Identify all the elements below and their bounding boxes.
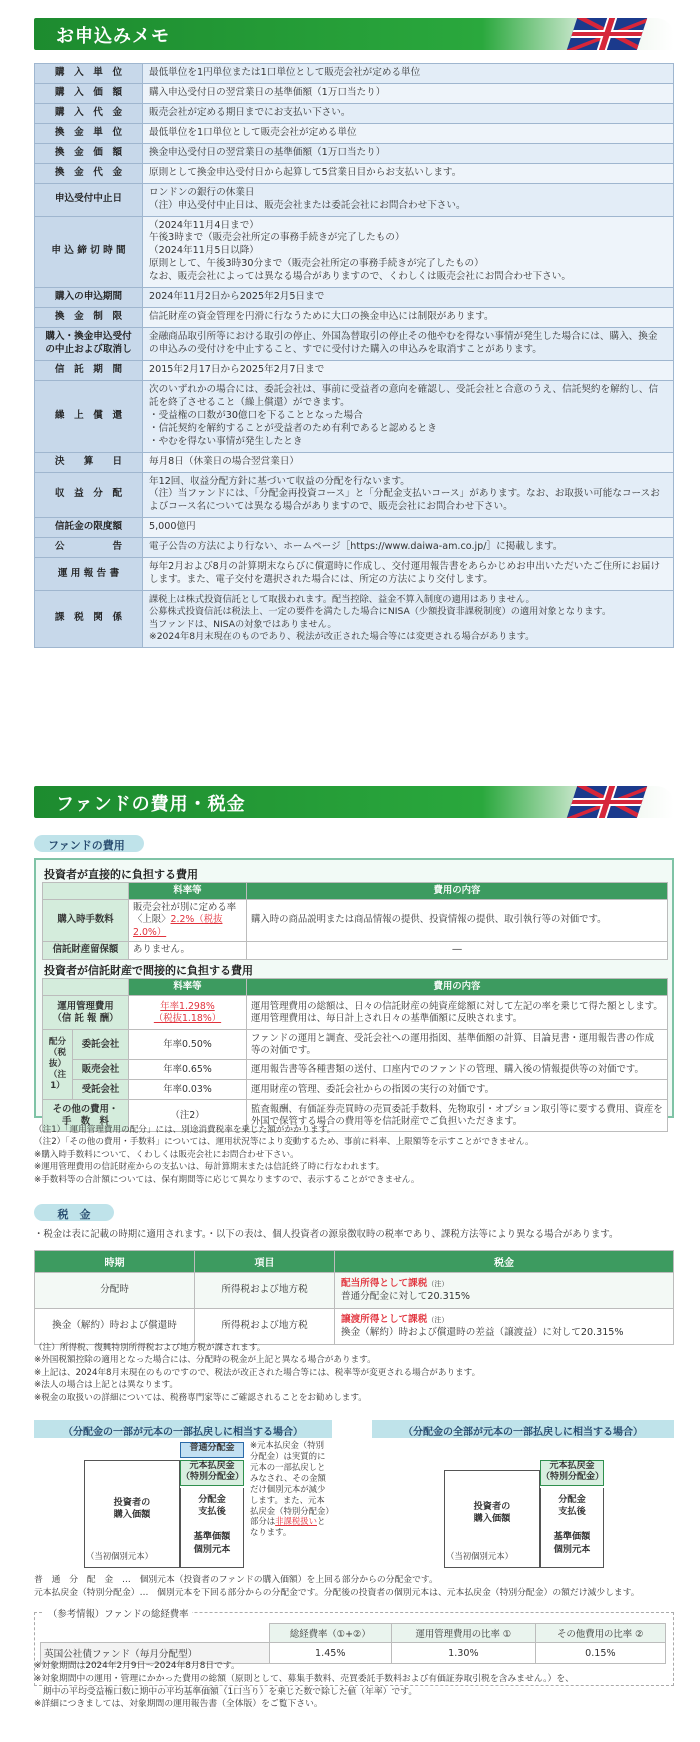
right-purchase-price: 投資者の 購入価額 (444, 1470, 540, 1568)
retention-label: 信託財産留保額 (43, 941, 129, 959)
memo-label: 申込受付中止日 (35, 183, 143, 216)
tax-detail-distribution: 配当所得として課税（注） 普通分配金に対して20.315% (335, 1273, 674, 1309)
col-tax: 税金 (335, 1251, 674, 1273)
note: ※手数料等の合計額については、保有期間等に応じて異なりますので、表示することができません。 (34, 1174, 420, 1185)
memo-value: 次のいずれかの場合には、委託会社は、事前に受益者の意向を確認し、受託会社と合意のうえ、信託契約を解約し、信託を終了させること（繰上償還）ができます。 ・受益権の口数が30億口を下ることとなった場合 ・信託契約を解約することが受益者のため有利であると認めるとき ・やむを得ない事情が発生したとき (143, 380, 674, 452)
mgmt-ratio: 1.30% (392, 1643, 536, 1664)
right-refund: 元本払戻金 （特別分配金） (540, 1460, 604, 1486)
alloc-trustor-content: ファンドの運用と調査、受託会社への運用指図、基準価額の計算、目論見書・運用報告書の作成等の対価です。 (247, 1030, 668, 1060)
memo-value: 課税上は株式投資信託として取扱われます。配当控除、益金不算入制度の適用はありません。 公募株式投資信託は税法上、一定の要件を満たした場合にNISA（少額投資非課税制度）の適用対象となります。 当ファンドは、NISAの対象ではありません。 ※2024年8月末現在のものであり、税法が改正された場合等には変更される場合があります。 (143, 591, 674, 648)
mgmt-fee-rate: 年率1.298% （税抜1.18%） (129, 996, 247, 1030)
memo-label: 運 用 報 告 書 (35, 558, 143, 591)
note: ※購入時手数料について、くわしくは販売会社にお問合わせ下さい。 (34, 1149, 299, 1160)
diagram-right-title: （分配金の全部が元本の一部払戻しに相当する場合） (372, 1420, 674, 1438)
memo-value: 年12回、収益分配方針に基づいて収益の分配を行ないます。 （注）当ファンドには、「分配金再投資コース」と「分配金支払いコース」があります。なお、お取扱い可能なコースおよびコース名については異なる場合がありますので、販売会社にお問合わせ下さい。 (143, 472, 674, 518)
memo-label: 課 税 関 係 (35, 591, 143, 648)
tax-period-redemption: 換金（解約）時および償還時 (35, 1309, 195, 1345)
memo-row (35, 328, 674, 361)
note: ※詳細につきましては、対象期間の運用報告書（全体版）をご覧下さい。 (34, 1699, 323, 1710)
retention-content: ― (247, 941, 668, 959)
col-mgmt: 運用管理費用の比率 ① (392, 1624, 536, 1643)
note: ※対象期間は2024年2月9日～2024年8月8日です。 (34, 1661, 240, 1671)
memo-row (35, 163, 674, 183)
diagram-definitions (34, 1574, 640, 1600)
buy-fee-content: 購入時の商品説明または商品情報の提供、投資情報の提供、取引執行等の対価です。 (247, 900, 668, 942)
tax-table (34, 1250, 674, 1345)
memo-value: 最低単位を1口単位として販売会社が定める単位 (143, 123, 674, 143)
col-content: 費用の内容 (247, 883, 668, 900)
memo-label: 購 入 代 金 (35, 103, 143, 123)
note: ※上記は、2024年8月末現在のものですので、税法が改正された場合等には、税率等が変更される場合があります。 (34, 1367, 481, 1378)
memo-value: ロンドンの銀行の休業日 （注）申込受付中止日は、販売会社または委託会社にお問合わせ下さい。 (143, 183, 674, 216)
memo-value: 信託財産の資金管理を円滑に行なうために大口の換金申込には制限があります。 (143, 308, 674, 328)
memo-value: 原則として換金申込受付日から起算して5営業日目からお支払いします。 (143, 163, 674, 183)
section-title: お申込みメモ (56, 26, 170, 47)
section-header-memo (34, 18, 674, 50)
buy-fee-rate: 販売会社が別に定める率 〈上限〉2.2%（税抜2.0%） (129, 900, 247, 942)
left-after-box: 分配金 支払後 基準価額 個別元本 (180, 1488, 244, 1568)
indirect-fees-table (42, 978, 668, 1132)
memo-value: 換金申込受付日の翌営業日の基準価額（1万口当たり） (143, 143, 674, 163)
definition-refund: 元本払戻金（特別分配金）… 個別元本を下回る部分からの分配金です。分配後の投資者の個別元本は、元本払戻金（特別分配金）の額だけ減少します。 (34, 1587, 640, 1598)
other-ratio: 0.15% (535, 1643, 665, 1664)
union-jack-icon (567, 18, 647, 50)
alloc-trustee-label: 受託会社 (73, 1080, 129, 1100)
memo-row (35, 103, 674, 123)
memo-row (35, 360, 674, 380)
memo-label: 収 益 分 配 (35, 472, 143, 518)
alloc-trustee-content: 運用財産の管理、委託会社からの指図の実行の対価です。 (247, 1080, 668, 1100)
memo-label: 購入・換金申込受付 の中止および取消し (35, 328, 143, 361)
memo-label: 公 告 (35, 538, 143, 558)
other-fees-label: その他の費用・ 手 数 料 (43, 1100, 129, 1132)
memo-row (35, 591, 674, 648)
memo-label: 購 入 単 位 (35, 64, 143, 84)
tax-detail-redemption: 譲渡所得として課税（注） 換金（解約）時および償還時の差益（譲渡益）に対して20.315% (335, 1309, 674, 1345)
memo-value: 金融商品取引所等における取引の停止、外国為替取引の停止その他やむを得ない事情が発生した場合には、購入、換金の申込みの受付けを中止すること、すでに受付けた購入の申込みを取消すことがあります。 (143, 328, 674, 361)
other-fees-rate: （注2） (129, 1100, 247, 1132)
section-title: ファンドの費用・税金 (56, 794, 246, 815)
memo-row (35, 183, 674, 216)
col-period: 時期 (35, 1251, 195, 1273)
note: ※対象期間中の運用・管理にかかった費用の総額（原則として、募集手数料、売買委託手数料および有価証券取引税を含みません。）を、 (34, 1673, 574, 1684)
alloc-trustee-rate: 年率0.03% (129, 1080, 247, 1100)
tax-pill: 税 金 (34, 1204, 114, 1221)
memo-row (35, 143, 674, 163)
col-rate: 料率等 (129, 979, 247, 996)
note: 期中の平均受益権口数に期中の平均基準価額（1口当り）を乗じた数で除した値（年率）です。 (34, 1686, 418, 1697)
buy-fee-label: 購入時手数料 (43, 900, 129, 942)
note: ※外国税額控除の適用となった場合には、分配時の税金が上記と異なる場合があります。 (34, 1355, 376, 1366)
memo-label: 換 金 代 金 (35, 163, 143, 183)
left-refund: 元本払戻金 （特別分配金） (180, 1460, 244, 1486)
memo-row (35, 380, 674, 452)
note: （注1）「運用管理費用の配分」には、別途消費税率を乗じた額がかかります。 (34, 1125, 336, 1135)
alloc-label: 配分 （税抜） （注1） (43, 1030, 73, 1100)
memo-value: 販売会社が定める期日までにお支払い下さい。 (143, 103, 674, 123)
refund-explanation: ※元本払戻金（特別分配金）は実質的に元本の一部払戻しとみなされ、その金額だけ個別元本が減少します。また、元本払戻金（特別分配金）部分は非課税扱いとなります。 (250, 1440, 330, 1538)
alloc-distributor-rate: 年率0.65% (129, 1060, 247, 1080)
memo-value: 電子公告の方法により行ない、ホームページ［https://www.daiwa-am.co.jp/］に掲載します。 (143, 538, 674, 558)
union-jack-icon (567, 786, 647, 818)
left-original-principal: （当初個別元本） (86, 1551, 153, 1561)
col-total: 総経費率（①+②） (269, 1624, 391, 1643)
note: ※税金の取扱いの詳細については、税務専門家等にご確認されることをお勧めします。 (34, 1392, 367, 1403)
fees-pill: ファンドの費用 (34, 835, 144, 852)
left-normal-dividend: 普通分配金 (180, 1442, 244, 1458)
memo-row (35, 538, 674, 558)
left-purchase-price: 投資者の 購入価額 (84, 1460, 180, 1568)
note: （注）所得税、復興特別所得税および地方税が課されます。 (34, 1343, 266, 1353)
fees-box (34, 858, 674, 1127)
col-other: その他費用の比率 ② (535, 1624, 665, 1643)
right-after-box: 分配金 支払後 基準価額 個別元本 (540, 1488, 604, 1568)
tax-item: 所得税および地方税 (195, 1309, 335, 1345)
memo-label: 決 算 日 (35, 452, 143, 472)
memo-label: 申 込 締 切 時 間 (35, 216, 143, 288)
direct-fees-title: 投資者が直接的に負担する費用 (44, 868, 198, 881)
application-memo-table (34, 63, 674, 648)
memo-row (35, 288, 674, 308)
fee-notes (34, 1124, 534, 1186)
memo-label: 換 金 単 位 (35, 123, 143, 143)
reference-notes (34, 1660, 574, 1711)
memo-value: 5,000億円 (143, 518, 674, 538)
note: ※運用管理費用の信託財産からの支払いは、毎計算期末または信託終了時に行なわれます。 (34, 1162, 385, 1173)
memo-row (35, 64, 674, 84)
memo-label: 換 金 制 限 (35, 308, 143, 328)
memo-value: 購入申込受付日の翌営業日の基準価額（1万口当たり） (143, 83, 674, 103)
alloc-trustor-label: 委託会社 (73, 1030, 129, 1060)
memo-row (35, 216, 674, 288)
memo-label: 信託金の限度額 (35, 518, 143, 538)
mgmt-fee-content: 運用管理費用の総額は、日々の信託財産の純資産総額に対して左記の率を乗じて得た額とします。運用管理費用は、毎日計上され日々の基準価額に反映されます。 (247, 996, 668, 1030)
memo-label: 信 託 期 間 (35, 360, 143, 380)
right-original-principal: （当初個別元本） (446, 1551, 513, 1561)
tax-intro: ・税金は表に記載の時期に適用されます。・以下の表は、個人投資者の源泉徴収時の税率であり、課税方法等により異なる場合があります。 (34, 1229, 619, 1240)
memo-value: 毎年2月および8月の計算期末ならびに償還時に作成し、交付運用報告書をあらかじめお申出いただいたご住所にお届けします。また、電子交付を選択された場合には、所定の方法により交付します。 (143, 558, 674, 591)
note: ※法人の場合は上記とは異なります。 (34, 1380, 179, 1391)
col-content: 費用の内容 (247, 979, 668, 996)
tax-period-distribution: 分配時 (35, 1273, 195, 1309)
fund-name: 英国公社債ファンド（毎月分配型） (41, 1643, 270, 1664)
col-rate: 料率等 (129, 883, 247, 900)
memo-label: 購 入 価 額 (35, 83, 143, 103)
mgmt-fee-label: 運用管理費用 （信 託 報 酬） (43, 996, 129, 1030)
alloc-distributor-label: 販売会社 (73, 1060, 129, 1080)
memo-label: 繰 上 償 還 (35, 380, 143, 452)
memo-value: （2024年11月4日まで） 午後3時まで（販売会社所定の事務手続きが完了したもの） （2024年11月5日以降） 原則として、午後3時30分まで（販売会社所定の事務手続きが完了したもの） なお、販売会社によっては異なる場合がありますので、くわしくは販売会社にお問合わせ下さい。 (143, 216, 674, 288)
memo-row (35, 472, 674, 518)
memo-value: 2024年11月2日から2025年2月5日まで (143, 288, 674, 308)
other-fees-content: 監査報酬、有価証券売買時の売買委託手数料、先物取引・オプション取引等に要する費用、資産を外国で保管する場合の費用等を信託財産でご負担いただきます。 (247, 1100, 668, 1132)
section-header-fees (34, 786, 674, 818)
diagram-left-title: （分配金の一部が元本の一部払戻しに相当する場合） (34, 1420, 332, 1438)
col-item: 項目 (195, 1251, 335, 1273)
expense-ratio-table (40, 1623, 666, 1664)
definition-normal: 普 通 分 配 金 … 個別元本（投資者のファンドの購入価額）を上回る部分からの分配金です。 (34, 1575, 438, 1585)
direct-fees-table (42, 882, 668, 960)
memo-row (35, 518, 674, 538)
memo-value: 2015年2月17日から2025年2月7日まで (143, 360, 674, 380)
total-ratio: 1.45% (269, 1643, 391, 1664)
memo-label: 換 金 価 額 (35, 143, 143, 163)
alloc-trustor-rate: 年率0.50% (129, 1030, 247, 1060)
tax-notes (34, 1342, 480, 1404)
memo-value: 毎月8日（休業日の場合翌営業日） (143, 452, 674, 472)
note: （注2）「その他の費用・手数料」については、運用状況等により変動するため、事前に料率、上限額等を示すことができません。 (34, 1137, 534, 1148)
memo-row (35, 452, 674, 472)
memo-row (35, 83, 674, 103)
alloc-distributor-content: 運用報告書等各種書類の送付、口座内でのファンドの管理、購入後の情報提供等の対価です。 (247, 1060, 668, 1080)
memo-value: 最低単位を1円単位または1口単位として販売会社が定める単位 (143, 64, 674, 84)
indirect-fees-title: 投資者が信託財産で間接的に負担する費用 (44, 964, 253, 977)
retention-rate: ありません。 (129, 941, 247, 959)
reference-title: （参考情報）ファンドの総経費率 (44, 1606, 192, 1620)
memo-row (35, 308, 674, 328)
memo-row (35, 123, 674, 143)
memo-row (35, 558, 674, 591)
memo-label: 購入の申込期間 (35, 288, 143, 308)
tax-item: 所得税および地方税 (195, 1273, 335, 1309)
